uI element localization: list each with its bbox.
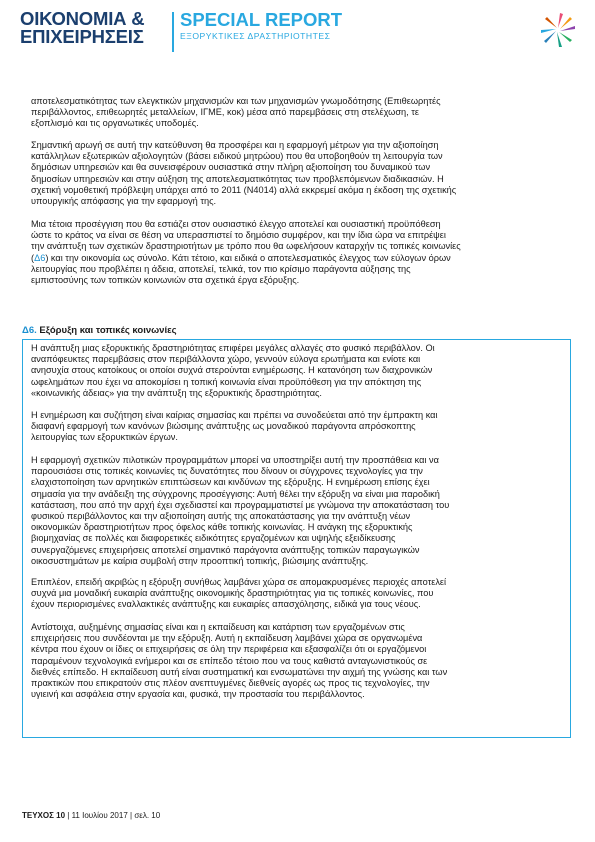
brand-title [20,10,144,46]
text-fragment: ) και την οικονομία ως σύνολο. Κάτι τέτοιο, και ειδικά ο αποτελεσματικός έλεγχος των εύλογων όρων [45,252,451,263]
text-line: ώστε το κράτος να είναι σε θέση να υπερασπιστεί το δημόσιο συμφέρον, και την ίδια ώρα να επιτρέψει [31,230,446,241]
text-line: Αντίστοιχα, αυξημένης σημασίας είναι και η εκπαίδευση και κατάρτιση των εργαζομένων στις [31,622,405,632]
paragraph-external-evaluators [31,140,565,207]
special-report-label: SPECIAL REPORT [180,9,343,30]
text-line: αναπόφευκτες παρεμβάσεις στον περιβάλλοντα χώρο, γεννούν εύλογα ερωτήματα και ενίοτε και [31,354,421,365]
section-heading [22,325,177,336]
text-line: Επιπλέον, επειδή ακριβώς η εξόρυξη συνήθως λαμβάνει χώρα σε απομακρυσμένες περιοχές αποτελεί [31,577,447,587]
text-line: εξοπλισμό και τις οργανωτικές υποδομές. [31,118,199,129]
section-number: Δ6. [22,325,37,336]
masthead [20,10,575,58]
text-line: κέντρα που έχουν οι ίδιες οι επιχειρήσεις σε όλη την περιφέρεια και εξασφαλίζει ότι οι εργαζόμενοι [31,644,427,655]
text-line: περιβάλλοντος, επιθεωρητές μεταλλείων, ΙΓΜΕ, κοκ) μέσα από παρεμβάσεις στη στελέχωση, τε [31,107,419,118]
special-report-title [180,10,342,42]
cross-reference-link[interactable]: Δ6 [34,252,46,263]
text-line: υγιεινή και ασφάλεια στην εργασία και, φυσικά, την προστασία του περιβάλλοντος. [31,689,365,700]
box-paragraph-4 [31,577,564,611]
box-paragraph-2 [31,410,564,444]
brand-line1: ΟΙΚΟΝΟΜΙΑ & [20,8,145,29]
page-footer [22,811,160,820]
text-line: διεθνές επίπεδο. Η εκπαίδευση αυτή είναι συστηματική και ενσωματώνει την αιχμή της γνώσης και των [31,666,448,677]
text-line: οικοσυστημάτων με καίρια συμβολή στην προοπτική τοπικής, βιώσιμης ανάπτυξης. [31,555,369,566]
text-line: Η ανάπτυξη μιας εξορυκτικής δραστηριότητας επιφέρει μεγάλες αλλαγές στο φυσικό περιβάλλον. Οι [31,343,435,353]
text-line: επιχειρήσεις που συνδέονται με την εξόρυξη. Αυτή η εκπαίδευση λαμβάνει χώρα σε οργανωμένα [31,633,423,644]
box-paragraph-1 [31,343,564,399]
text-line: Μια τέτοια προσέγγιση που θα εστιάζει στον ουσιαστικό έλεγχο αποτελεί και ουσιαστική προϋπόθεση [31,219,441,229]
text-line: Σημαντική αρωγή σε αυτή την κατεύθυνση θα προσφέρει και η εφαρμογή μέτρων για την αξιοποίηση [31,140,439,150]
text-line [31,253,565,264]
page-number: σελ. 10 [134,811,161,820]
text-line: εμπιστοσύνης των τοπικών κοινωνιών στα σχετικά έργα εξόρυξης. [31,275,300,286]
text-line: «κοινωνικής άδειας» για την ανάπτυξη της εξορυκτικής δραστηριότητας. [31,387,322,398]
text-line: λειτουργίας που προβλέπει η άδεια, αποτελεί, τελικά, τον πιο κρίσιμο παράγοντα αύξησης της [31,263,411,274]
text-line: ωφελημάτων που έχει να αποκομίσει η τοπική κοινωνία είναι προϋπόθεση για την απόκτηση της [31,376,422,387]
issue-date: 11 Ιουλίου 2017 [71,811,128,820]
paren-open: ( [31,252,35,263]
text-line: λειτουργίας των εξορυκτικών έργων. [31,432,178,443]
text-line: συχνά μια μοναδική ευκαιρία ανάπτυξης οικονομικής δραστηριότητας για τις τοπικές κοινωνίες, που [31,588,434,599]
box-paragraph-3 [31,455,564,567]
text-line: κατάλληλων εξωτερικών αξιολογητών (βάσει ειδικού μητρώου) που θα υποβοηθούν τη λειτουργία των [31,151,443,162]
text-line: ανησυχία στους κατοίκους οι οποίοι συχνά στερούνται ενημέρωσης. Η κατανόηση των διαχρονικών [31,365,433,376]
text-line: έχουν περιορισμένες εναλλακτικές ανάπτυξης και ευκαιρίες απασχόλησης, ειδικά για τους νέους. [31,599,421,610]
text-line: δημοσίων υπηρεσιών και στην αύξηση της αποτελεσματικότητας των προβλεπόμενων διαδικασιών. Η [31,173,444,184]
brand-line2: ΕΠΙΧΕΙΡΗΣΕΙΣ [20,26,144,47]
text-line: αποτελεσματικότητας των ελεγκτικών μηχανισμών και των μηχανισμών γνωμοδότησης (Επιθεωρητές [31,96,441,106]
issue-number: ΤΕΥΧΟΣ 10 [22,811,66,820]
text-line: διαφανή εφαρμογή των κανόνων βιώσιμης ανάπτυξης ως μοναδικού παράγοντα απρόσκοπτης [31,421,416,432]
special-report-subtitle: ΕΞΟΡΥΚΤΙΚΕΣ ΔΡΑΣΤΗΡΙΟΤΗΤΕΣ [180,31,331,41]
text-line: πρακτικών που επικρατούν στις πλέον ανεπτυγμένες διεθνείς αγορές ως προς τις τεχνολογίες, την [31,678,430,689]
text-line: Η ενημέρωση και συζήτηση είναι καίριας σημασίας και πρέπει να συνοδεύεται από την έμπρακτη και [31,410,438,420]
text-line: δημόσιων υπηρεσιών και θα συνεισφέρουν ουσιαστικά στην πλήρη αξιοποίηση του δυναμικού των [31,162,431,173]
footer-separator: | [127,811,135,820]
starburst-logo-icon [538,10,578,50]
highlight-box [22,339,571,738]
footer-separator: | [65,811,72,820]
text-line: παρουσιάσει στις τοπικές κοινωνίες τις δυνατότητες που δίνουν οι σύγχρονες τεχνολογίες για την [31,466,423,477]
text-line: βιομηχανίας σε πολλές και διαφορετικές ειδικότητες εργαζομένων και υψηλής εξειδίκευσης [31,533,396,544]
text-line: υπουργικής απόφασης για την εφαρμογή της. [31,196,217,207]
section-title: Εξόρυξη και τοπικές κοινωνίες [36,325,177,336]
text-line: σημασία για την ανάδειξη της σύγχρονης προσέγγισης: Αυτή θέλει την εξόρυξη να είναι μια παροδική [31,488,440,499]
text-line: ελαχιστοποίηση των αρνητικών επιπτώσεων και κινδύνων της εξόρυξης. Η ενημέρωση επίσης έχει [31,477,430,488]
box-paragraph-5 [31,622,564,700]
text-line: παραμένουν τεχνολογικά ενήμεροι και σε επίπεδο τέτοιο που να τους καθιστά ανταγωνιστικούς σε [31,655,428,666]
paragraph-substantive-control [31,219,565,286]
text-line: Η εφαρμογή σχετικών πιλοτικών προγραμμάτων μπορεί να υποστηρίξει αυτή την προσπάθεια και να [31,455,439,465]
text-line: την ανάπτυξη των σχετικών δραστηριοτήτων με τρόπο που θα ωφελήσουν καταρχήν τις τοπικές κοινωνίες [31,241,461,252]
text-line: σχετική νομοθετική πρόβλεψη υπάρχει από το 2011 (Ν4014) αλλά εκκρεμεί ακόμα η έκδοση της σχετικής [31,184,457,195]
text-line: συνεργαζόμενες επιχειρήσεις αποτελεί σημαντικό παράγοντα ανάπτυξης τοπικών παραγωγικών [31,544,420,555]
text-line: οικονομικών δραστηριοτήτων προς όφελος κάθε τοπικής κοινωνίας. Η ανάγκη της εξορυκτικής [31,522,413,533]
text-line: κατάσταση, που από την αρχή έχει σχεδιαστεί και προγραμματιστεί με γνώμονα την αποκατάσταση του [31,499,450,510]
paragraph-control-mechanisms [31,96,565,130]
masthead-divider [172,12,174,52]
text-line: φυσικού περιβάλλοντος και την αξιοποίηση αυτής της αποκατάστασης για την ανάπτυξη νέων [31,511,411,522]
